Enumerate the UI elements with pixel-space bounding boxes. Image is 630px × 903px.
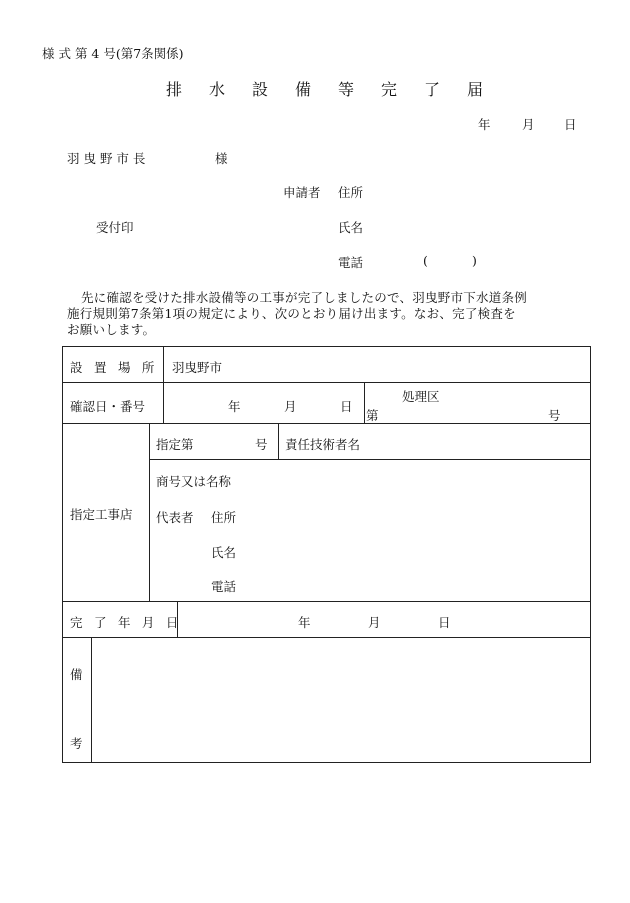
title-char: 排	[166, 80, 183, 99]
col-divider	[163, 346, 164, 424]
col-divider	[278, 423, 279, 460]
district-prefix: 第	[366, 408, 379, 423]
title-char: 水	[209, 80, 226, 99]
col-divider	[149, 423, 150, 602]
addressee-name: 羽 曳 野 市 長	[67, 151, 146, 166]
title-char: 完	[381, 80, 398, 99]
col-divider	[364, 382, 365, 424]
contractor-label: 指定工事店	[70, 507, 133, 522]
applicant-label: 申請者	[283, 185, 321, 200]
location-value: 羽曳野市	[172, 360, 223, 375]
trade-name-label: 商号又は名称	[156, 474, 232, 489]
confirm-label: 確認日・番号	[70, 399, 146, 414]
row-divider	[62, 382, 591, 383]
applicant-phone-label: 電話	[338, 255, 364, 270]
row-divider	[62, 601, 591, 602]
title-char: 等	[338, 80, 355, 99]
confirm-year: 年	[228, 399, 241, 414]
body-line: 施行規則第7条第1項の規定により、次のとおり届け出ます。なお、完了検査を	[67, 306, 516, 321]
rep-name-label: 氏名	[211, 545, 237, 560]
table-border	[62, 346, 63, 763]
completion-month: 月	[368, 615, 381, 630]
body-line: 先に確認を受けた排水設備等の工事が完了しましたので、羽曳野市下水道条例	[81, 290, 528, 305]
location-label: 設 置 場 所	[70, 360, 159, 375]
rep-phone-label: 電話	[211, 579, 237, 594]
phone-paren-close: )	[472, 253, 477, 268]
remarks-char: 備	[70, 667, 83, 682]
row-divider	[149, 459, 591, 460]
district-suffix: 号	[548, 408, 561, 423]
completion-label: 完 了 年 月 日	[70, 615, 183, 630]
applicant-name-label: 氏名	[338, 220, 364, 235]
engineer-label: 責任技術者名	[285, 437, 361, 452]
table-border	[62, 346, 591, 347]
date-day-label: 日	[564, 117, 577, 132]
district-label: 処理区	[402, 389, 440, 404]
date-year-label: 年	[478, 117, 491, 132]
body-paragraph	[67, 290, 587, 338]
completion-day: 日	[438, 615, 451, 630]
reception-stamp-label: 受付印	[96, 220, 134, 235]
rep-address-label: 住所	[211, 510, 237, 525]
designation-suffix: 号	[255, 437, 268, 452]
representative-label: 代表者	[156, 510, 194, 525]
row-divider	[62, 637, 591, 638]
completion-year: 年	[298, 615, 311, 630]
table-border	[590, 346, 591, 763]
designation-prefix: 指定第	[156, 437, 194, 452]
phone-paren-open: (	[423, 253, 428, 268]
col-divider	[91, 637, 92, 763]
remarks-char: 考	[70, 736, 83, 751]
date-month-label: 月	[522, 117, 535, 132]
applicant-address-label: 住所	[338, 185, 364, 200]
title-char: 備	[295, 80, 312, 99]
row-divider	[62, 423, 591, 424]
confirm-month: 月	[284, 399, 297, 414]
form-label: 様 式 第 4 号(第7条関係)	[42, 46, 184, 61]
title-char: 了	[424, 80, 441, 99]
title-char: 設	[252, 80, 269, 99]
addressee-honorific: 様	[215, 151, 228, 166]
table-border	[62, 762, 591, 763]
body-line: お願いします。	[67, 322, 156, 337]
title-char: 届	[467, 80, 484, 99]
confirm-day: 日	[340, 399, 353, 414]
